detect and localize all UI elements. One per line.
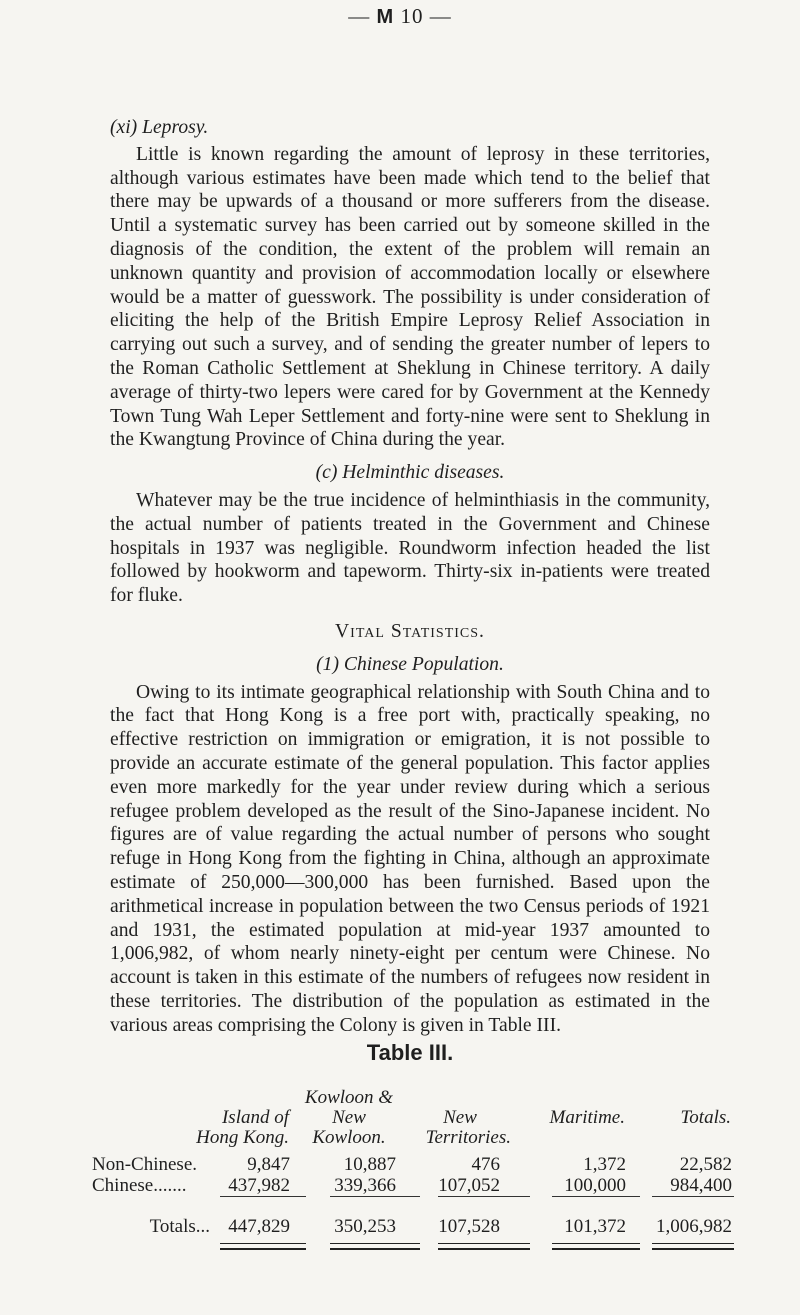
table-cell: 339,366 (334, 1175, 396, 1196)
double-rule (330, 1243, 420, 1250)
table-cell: 350,253 (334, 1216, 396, 1237)
double-rule (438, 1243, 530, 1250)
page-header (0, 4, 800, 29)
section-heading-helminthic: (c) Helminthic diseases. (315, 462, 505, 484)
rule-line (438, 1196, 530, 1197)
double-rule (220, 1243, 306, 1250)
table-cell: 101,372 (564, 1216, 626, 1237)
table-cell: 437,982 (228, 1175, 290, 1196)
body-text (110, 116, 710, 1065)
table-cell: 447,829 (228, 1216, 290, 1237)
col-header-maritime: Maritime. (549, 1107, 625, 1128)
section-heading-leprosy: (xi) Leprosy. (110, 117, 209, 138)
table-cell: 10,887 (343, 1154, 396, 1175)
header-dash-right: — (423, 4, 452, 28)
table-cell: 107,052 (438, 1175, 500, 1196)
population-table (92, 1087, 732, 1237)
table-cell: 100,000 (564, 1175, 626, 1196)
table-row (92, 1154, 732, 1175)
col-header-island: Island of Hong Kong. (196, 1107, 289, 1148)
table-header-row (92, 1087, 732, 1154)
rule-line (330, 1196, 420, 1197)
col-header-new-territories: New Territories. (425, 1107, 511, 1148)
col-header-totals: Totals. (680, 1107, 731, 1128)
subheading-chinese-population: (1) Chinese Population. (316, 653, 504, 675)
col-header-kowloon: Kowloon & New Kowloon. (304, 1087, 394, 1148)
table-cell: 107,528 (438, 1216, 500, 1237)
paragraph-leprosy: Little is known regarding the amount of leprosy in these territories, although various estimates have been made which tend to the belief that there may be upwards of a thousand or more sufferers from the disease. Until a systematic survey has been carried out by someone skilled in the diagnosis of the condition, the extent of the problem will remain an unknown quantity and provision of accommodation locally or elsewhere would be a matter of guesswork. The possibility is under consideration of eliciting the help of the British Empire Leprosy Relief Association in carrying out such a survey, and of sending the greater number of lepers to the Roman Catholic Settlement at Sheklung in Chinese territory. A daily average of thirty-two lepers were cared for by Government at the Kennedy Town Tung Wah Leper Settlement and forty-nine were sent to Sheklung in the Kwangtung Province of China during the year. (110, 143, 710, 451)
table-row (92, 1175, 732, 1196)
paragraph-helminthic: Whatever may be the true incidence of helminthiasis in the community, the actual number of patients treated in the Government and Chinese hospitals in 1937 was negligible. Roundworm infection headed the list followed by hookworm and tapeworm. Thirty-six in-patients were treated for fluke. (110, 489, 710, 607)
header-mark: M (376, 6, 395, 28)
table-title: Table III. (366, 1040, 454, 1066)
paragraph-chinese-population: Owing to its intimate geographical relationship with South China and to the fact that Hong Kong is a free port with, practically speaking, no effective restriction on immigration or emigration, it is not possible to provide an accurate estimate of the general population. This factor applies even more markedly for the year under review during which a serious refugee problem developed as the result of the Sino-Japanese incident. No figures are of value regarding the actual number of persons who sought refuge in Hong Kong from the fighting in China, although an approximate estimate of 250,000—300,000 has been furnished. Based upon the arithmetical increase in population between the two Census periods of 1921 and 1931, the estimated population at mid-year 1937 amounted to 1,006,982, of whom nearly ninety-eight per centum were Chinese. No account is taken in this estimate of the numbers of refugees now resident in these territories. The distribution of the population as estimated in the various areas comprising the Colony is given in Table III. (110, 681, 710, 1036)
rule-line (220, 1196, 306, 1197)
table-cell: 9,847 (247, 1154, 290, 1175)
section-heading-vital-statistics: Vital Statistics. (335, 620, 485, 642)
rule-line (552, 1196, 640, 1197)
table-cell: 1,006,982 (656, 1216, 732, 1237)
row-label-chinese: Chinese....... (92, 1175, 187, 1196)
double-rule (652, 1243, 734, 1250)
table-cell: 476 (471, 1154, 500, 1175)
double-rule (552, 1243, 640, 1250)
table-cell: 22,582 (679, 1154, 732, 1175)
table-cell: 984,400 (670, 1175, 732, 1196)
table-totals-row (92, 1196, 732, 1237)
row-label-totals: Totals... (149, 1216, 210, 1237)
table-cell: 1,372 (583, 1154, 626, 1175)
header-dash-left: — (348, 4, 377, 28)
row-label-non-chinese: Non-Chinese. (92, 1154, 198, 1175)
rule-line (652, 1196, 734, 1197)
page-number: 10 (400, 4, 424, 28)
